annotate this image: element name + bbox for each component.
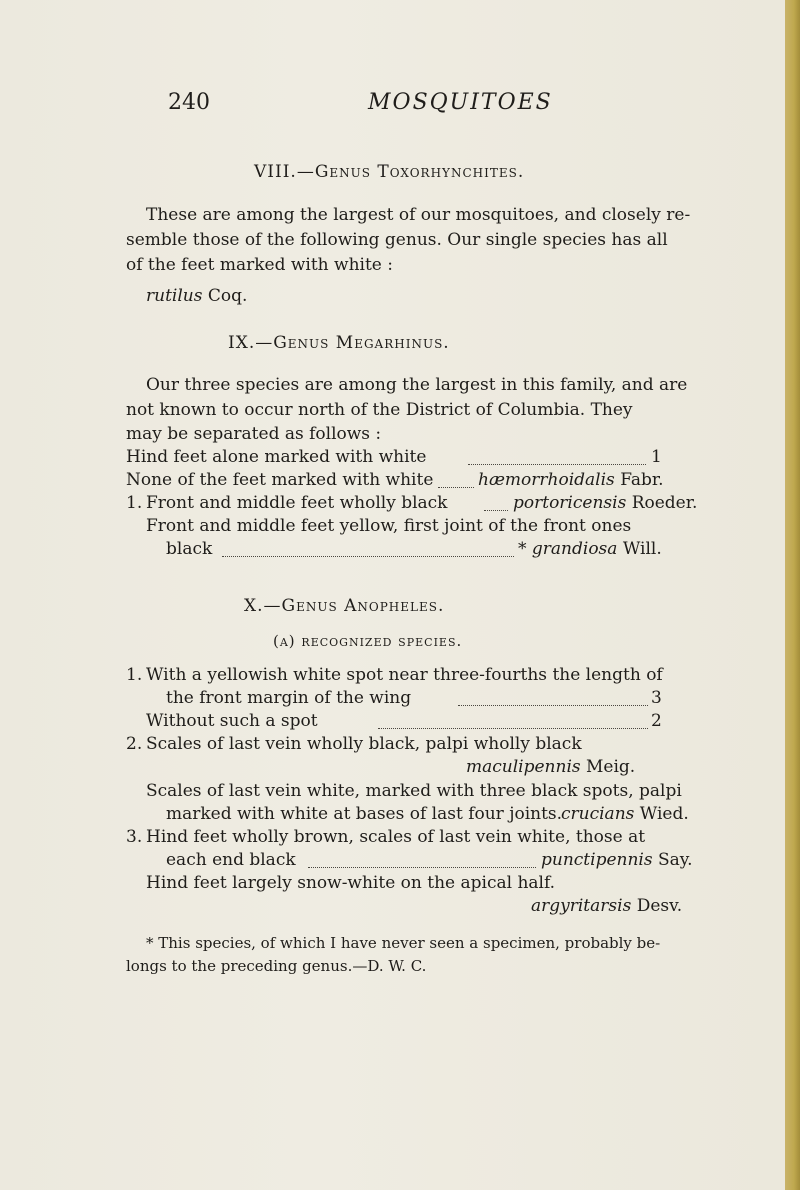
paragraph-line: Our three species are among the largest in this family, and are [146, 375, 688, 395]
dot-leader [378, 714, 648, 729]
species-name: crucians [561, 804, 635, 824]
key-line-text: With a yellowish white spot near three-fourths the length of [146, 665, 663, 685]
key-number: 1. [126, 665, 143, 685]
section-heading-anopheles: X.—Genus Anopheles. [244, 596, 445, 616]
dot-leader [438, 473, 474, 488]
key-ref: 3 [651, 688, 662, 708]
species-name: argyritarsis [531, 896, 632, 916]
key-line-text: black [166, 539, 213, 559]
dot-leader [308, 853, 536, 868]
dot-leader [458, 691, 648, 706]
species-author: Will. [622, 539, 662, 559]
species-author: Wied. [639, 804, 689, 824]
key-ref: 2 [651, 711, 662, 731]
key-line-text: Hind feet wholly brown, scales of last vein white, those at [146, 827, 646, 847]
species-author: Meig. [586, 757, 636, 777]
key-line-text: Front and middle feet yellow, first joint of the front ones [146, 516, 632, 536]
running-head: MOSQUITOES [368, 90, 553, 115]
page-header [168, 90, 638, 120]
paragraph-line: of the feet marked with white : [126, 255, 393, 275]
key-number: 2. [126, 734, 143, 754]
species-entry-portoricensis [513, 492, 697, 514]
species-name: punctipennis [541, 850, 653, 870]
species-name: * grandiosa [518, 539, 618, 559]
species-entry-crucians [561, 803, 689, 825]
dot-leader [484, 496, 508, 511]
paragraph-line: semble those of the following genus. Our single species has all [126, 230, 668, 250]
species-name: maculipennis [466, 757, 581, 777]
species-author: Coq. [207, 286, 248, 306]
species-name: hæmorrhoidalis [478, 470, 615, 490]
paragraph-line: These are among the largest of our mosquitoes, and closely re- [146, 205, 691, 225]
species-entry-haemorrhoidalis [478, 469, 664, 491]
key-line-text: marked with white at bases of last four joints. [166, 804, 563, 824]
key-line-text: Without such a spot [146, 711, 318, 731]
key-line-text: each end black [166, 850, 296, 870]
species-author: Desv. [636, 896, 683, 916]
species-entry-argyritarsis [531, 895, 682, 917]
section-heading-megarhinus: IX.—Genus Megarhinus. [228, 333, 450, 353]
footnote-line: * This species, of which I have never seen a specimen, probably be- [146, 934, 661, 952]
key-number: 1. [126, 493, 143, 513]
key-line-text: None of the feet marked with white [126, 470, 434, 490]
paragraph-line: may be separated as follows : [126, 424, 382, 444]
footnote-line: longs to the preceding genus.—D. W. C. [126, 957, 427, 975]
key-ref: 1 [651, 447, 662, 467]
species-author: Fabr. [620, 470, 664, 490]
section-heading-toxorhynchites: VIII.—Genus Toxorhynchites. [254, 162, 525, 182]
key-line-text: Front and middle feet wholly black [146, 493, 448, 513]
subheading-recognized-species: (a) recognized species. [273, 632, 463, 650]
page-number: 240 [168, 90, 210, 115]
species-entry-grandiosa [518, 538, 662, 560]
key-number: 3. [126, 827, 143, 847]
species-entry-rutilus [146, 285, 247, 307]
dot-leader [222, 542, 514, 557]
species-name: portoricensis [513, 493, 627, 513]
key-line-text: Hind feet largely snow-white on the apical half. [146, 873, 556, 893]
key-line-text: Scales of last vein white, marked with three black spots, palpi [146, 781, 682, 801]
species-name: rutilus [146, 286, 203, 306]
key-line-text: Hind feet alone marked with white [126, 447, 427, 467]
page-edge [785, 0, 800, 1190]
species-entry-punctipennis [541, 849, 693, 871]
dot-leader [468, 450, 646, 465]
paragraph-line: not known to occur north of the District of Columbia. They [126, 400, 633, 420]
species-author: Roeder. [631, 493, 698, 513]
key-line-text: the front margin of the wing [166, 688, 412, 708]
species-entry-maculipennis [466, 756, 635, 778]
key-line-text: Scales of last vein wholly black, palpi wholly black [146, 734, 582, 754]
species-author: Say. [657, 850, 693, 870]
